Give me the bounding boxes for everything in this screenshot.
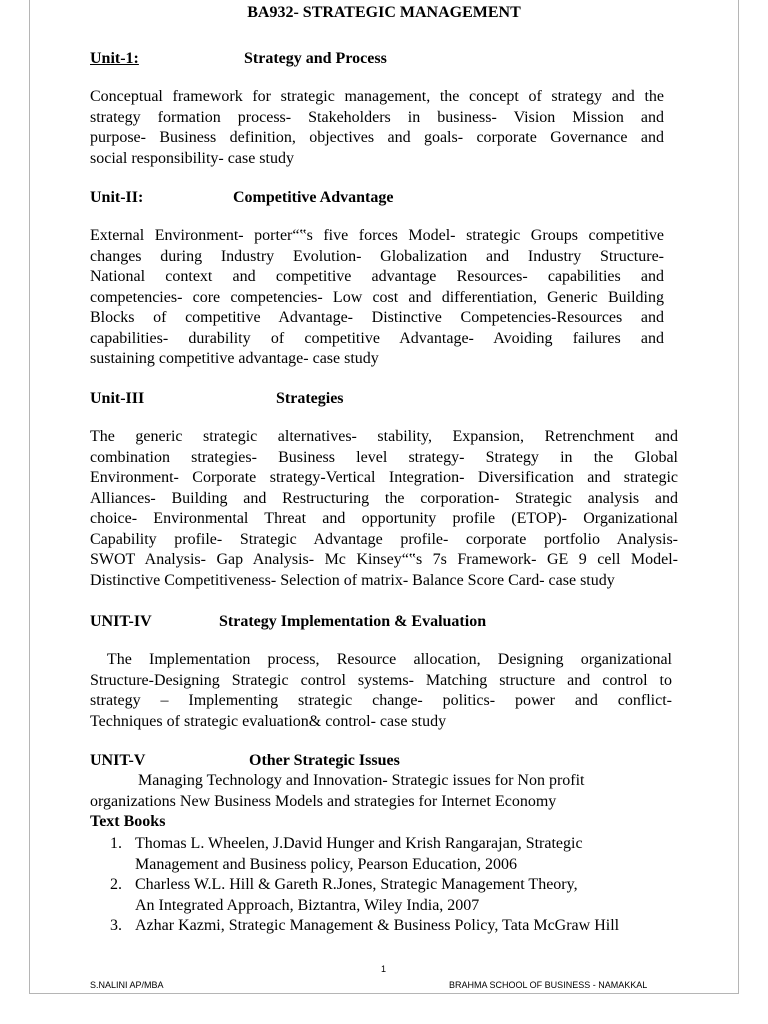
text-line: combination strategies- Business level strategy- Strategy in the Global xyxy=(90,448,678,466)
unit-5-description xyxy=(90,771,650,812)
text-line: capabilities- durability of competitive Advantage- Avoiding failures and xyxy=(90,329,664,347)
unit-1-number: Unit-1: xyxy=(90,50,139,67)
text-line: choice- Environmental Threat and opportunity profile (ETOP)- Organizational xyxy=(90,510,678,527)
text-line: strategy formation process- Stakeholders in business- Vision Mission and xyxy=(90,108,664,126)
text-line: Structure-Designing Strategic control systems- Matching structure and control to xyxy=(90,671,672,689)
text-line: Conceptual framework for strategic management, the concept of strategy and the xyxy=(90,88,664,105)
unit-1-description xyxy=(90,87,664,169)
footer-author: S.NALINI AP/MBA xyxy=(90,980,164,990)
unit-2-title: Competitive Advantage xyxy=(233,189,394,206)
text-book-item xyxy=(90,916,664,937)
text-book-number: 3. xyxy=(110,917,122,934)
text-book-citation xyxy=(135,834,664,875)
text-book-item xyxy=(90,834,664,875)
text-line: changes during Industry Evolution- Globalization and Industry Structure- xyxy=(90,247,664,265)
unit-5-title: Other Strategic Issues xyxy=(249,752,400,769)
text-line: Azhar Kazmi, Strategic Management & Business Policy, Tata McGraw Hill xyxy=(135,917,620,934)
page-number: 1 xyxy=(381,964,387,974)
text-line: social responsibility- case study xyxy=(90,149,294,167)
unit-5-number: UNIT-V xyxy=(90,752,146,769)
text-line: Blocks of competitive Advantage- Distinctive Competencies-Resources and xyxy=(90,309,664,326)
text-line: National context and competitive advantage Resources- capabilities and xyxy=(90,268,664,285)
text-book-citation xyxy=(135,875,664,916)
text-book-item xyxy=(90,875,664,916)
unit-2-number: Unit-II: xyxy=(90,189,144,206)
text-line: Charless W.L. Hill & Gareth R.Jones, Strategic Management Theory, xyxy=(135,876,578,893)
unit-3-title: Strategies xyxy=(276,390,344,407)
text-line: External Environment- porter“‟s five forces Model- strategic Groups competitive xyxy=(90,227,664,244)
text-line: The Implementation process, Resource allocation, Designing organizational xyxy=(90,651,672,668)
text-book-number: 1. xyxy=(110,835,122,852)
text-line: purpose- Business definition, objectives and goals- corporate Governance and xyxy=(90,129,664,146)
unit-3-number: Unit-III xyxy=(90,390,145,407)
unit-4-number: UNIT-IV xyxy=(90,613,152,630)
unit-4-title: Strategy Implementation & Evaluation xyxy=(219,613,487,630)
text-line: Techniques of strategic evaluation& control- case study xyxy=(90,712,447,730)
text-book-number: 2. xyxy=(110,876,122,893)
unit-2-description xyxy=(90,226,664,370)
text-line: An Integrated Approach, Biztantra, Wiley India, 2007 xyxy=(135,896,480,914)
text-line: sustaining competitive advantage- case study xyxy=(90,350,379,367)
text-book-citation xyxy=(135,916,664,937)
text-line: Managing Technology and Innovation- Strategic issues for Non profit xyxy=(138,772,585,789)
text-line: strategy – Implementing strategic change- politics- power and conflict- xyxy=(90,692,672,709)
text-line: organizations New Business Models and strategies for Internet Economy xyxy=(90,792,557,810)
text-line: Distinctive Competitiveness- Selection of matrix- Balance Score Card- case study xyxy=(90,571,615,589)
unit-1-title: Strategy and Process xyxy=(244,50,387,67)
text-line: Management and Business policy, Pearson Education, 2006 xyxy=(135,855,517,873)
unit-4-description xyxy=(90,650,672,732)
text-line: Environment- Corporate strategy-Vertical Integration- Diversification and strategic xyxy=(90,469,678,486)
text-line: The generic strategic alternatives- stability, Expansion, Retrenchment and xyxy=(90,428,678,445)
text-line: competencies- core competencies- Low cost and differentiation, Generic Building xyxy=(90,288,664,306)
document-title: BA932- STRATEGIC MANAGEMENT xyxy=(247,4,521,21)
text-line: Alliances- Building and Restructuring the corporation- Strategic analysis and xyxy=(90,489,678,507)
footer-institution: BRAHMA SCHOOL OF BUSINESS - NAMAKKAL xyxy=(449,980,648,990)
text-line: Capability profile- Strategic Advantage profile- corporate portfolio Analysis- xyxy=(90,530,678,548)
text-line: Thomas L. Wheelen, J.David Hunger and Krish Rangarajan, Strategic xyxy=(135,835,583,852)
text-books-heading: Text Books xyxy=(90,813,166,830)
unit-3-description xyxy=(90,427,678,591)
text-line: SWOT Analysis- Gap Analysis- Mc Kinsey“‟s 7s Framework- GE 9 cell Model- xyxy=(90,551,678,568)
